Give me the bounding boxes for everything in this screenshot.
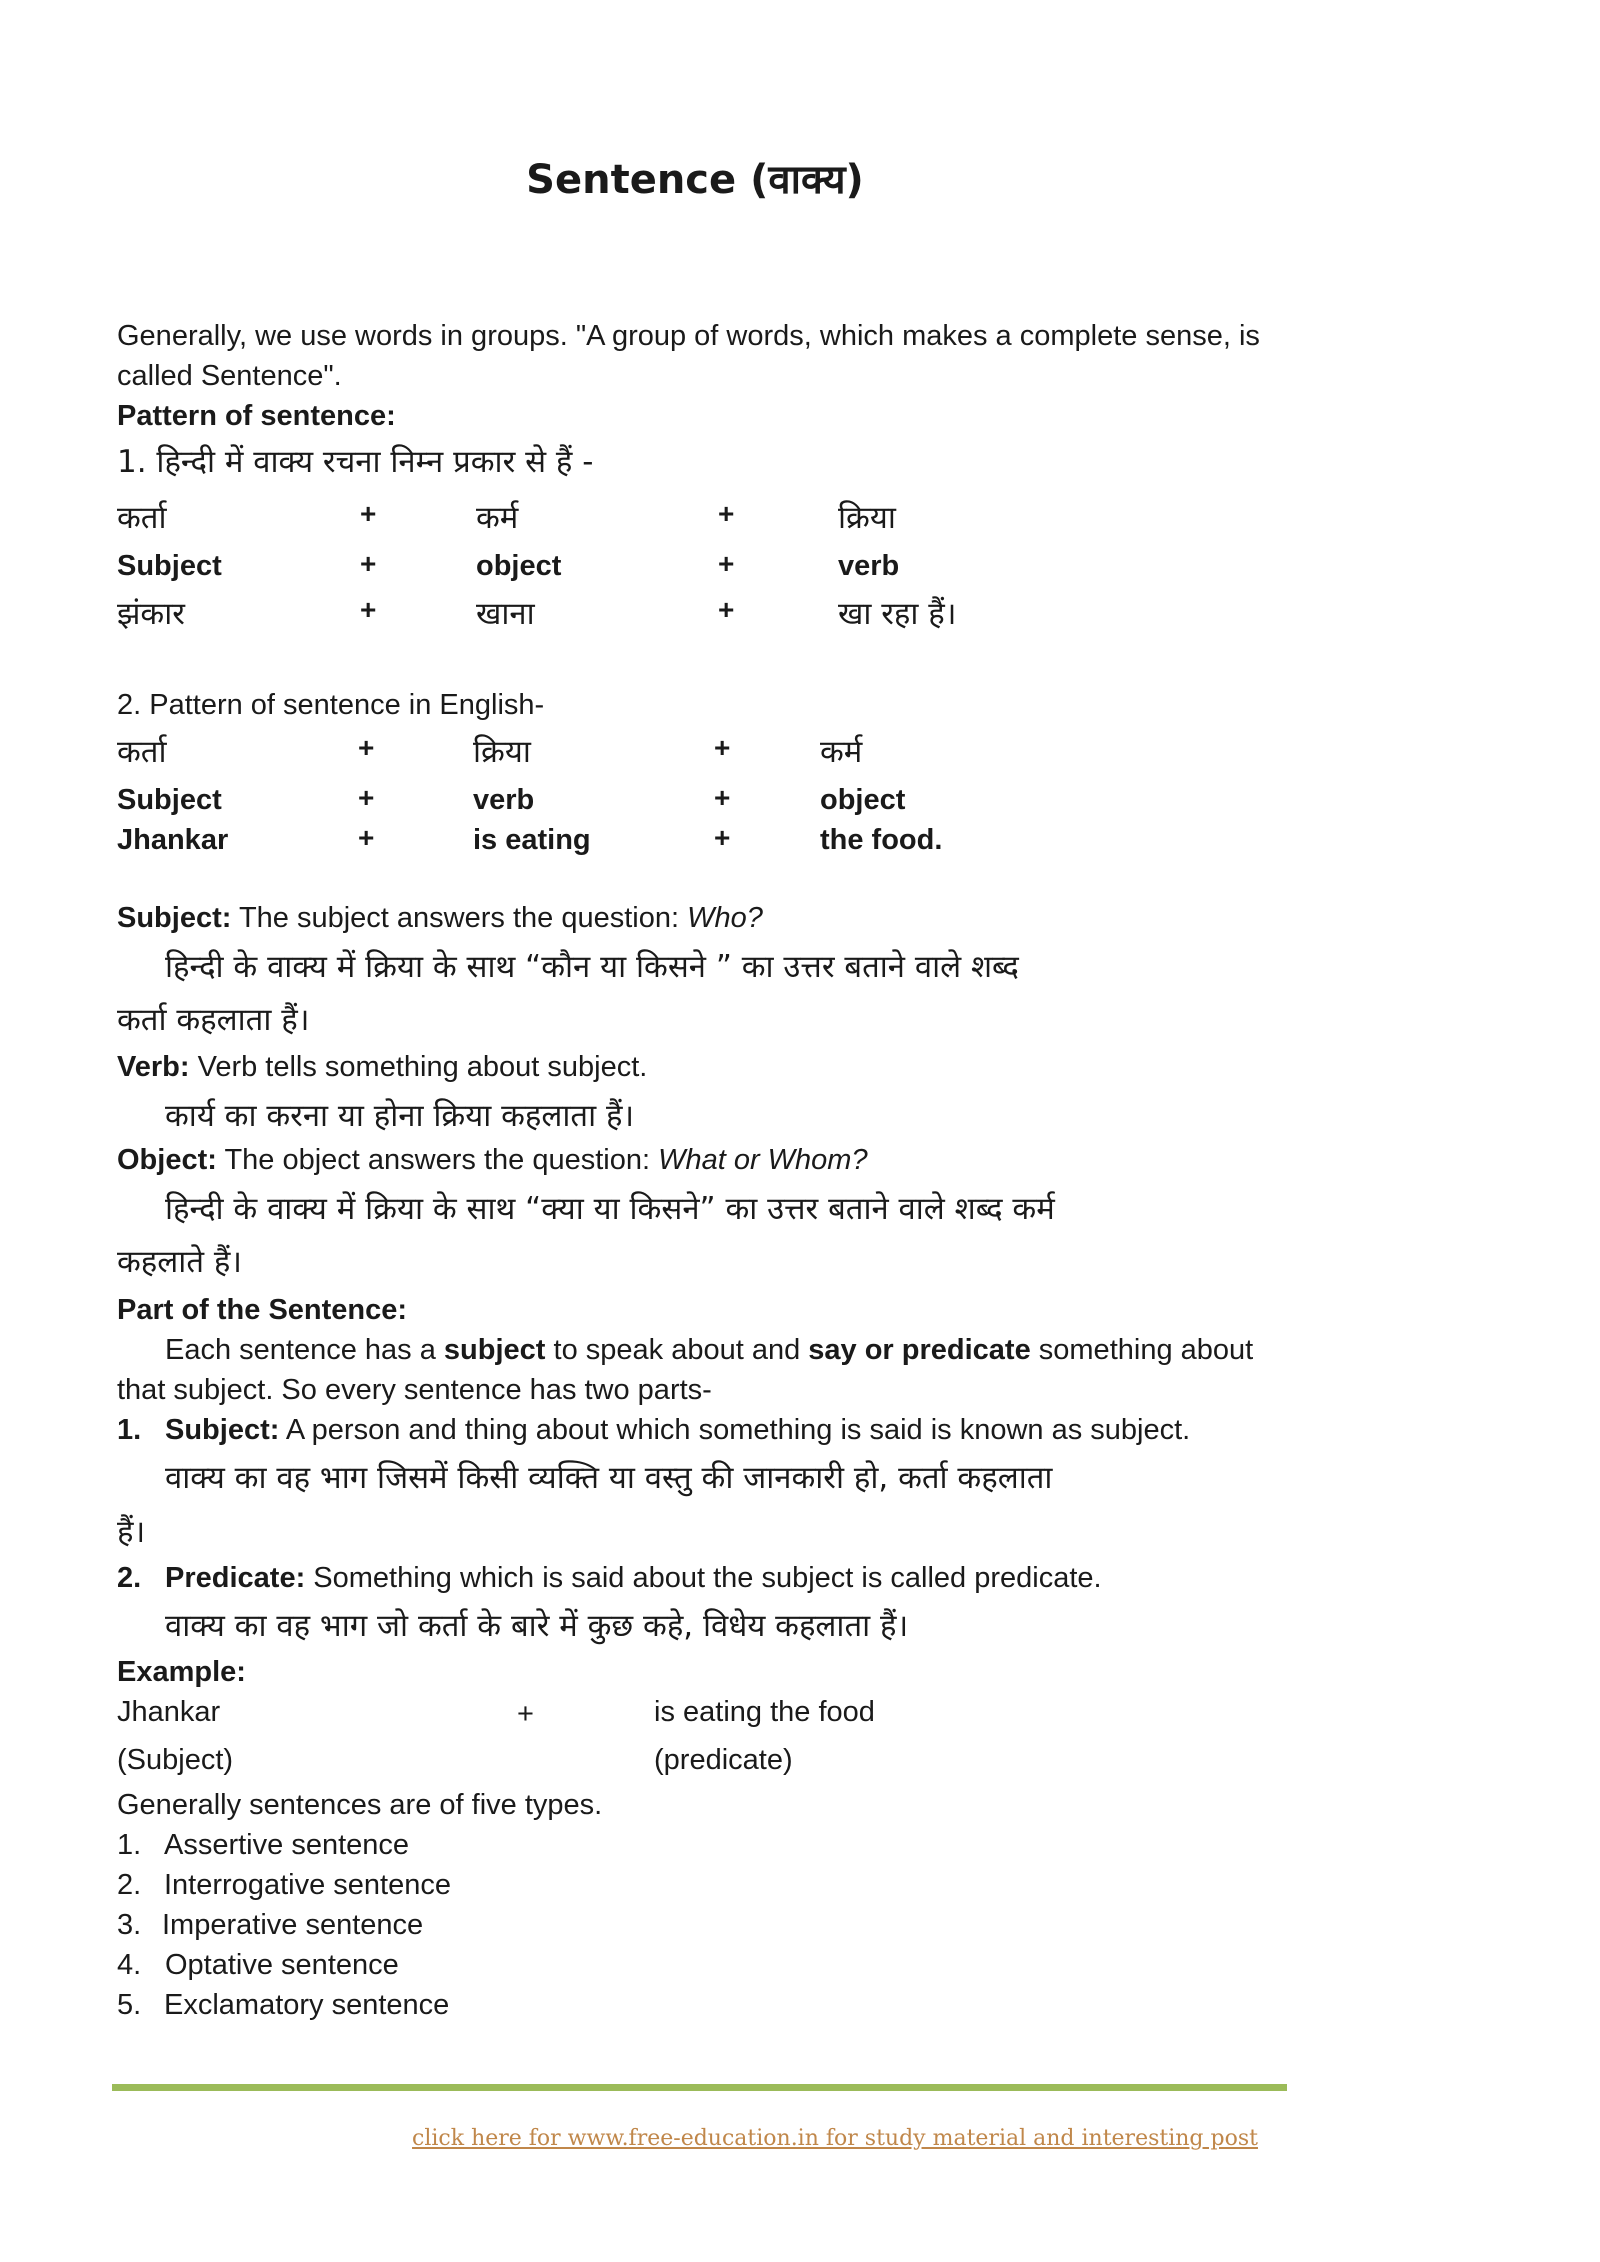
example-predicate: is eating the food (654, 1696, 875, 1728)
parts-item1 (165, 1410, 1190, 1450)
verb-definition (117, 1047, 647, 1087)
pattern-cell: कर्ता (117, 500, 167, 536)
english-pattern-label: 2. Pattern of sentence in English- (117, 689, 545, 721)
types-intro: Generally sentences are of five types. (117, 1789, 603, 1821)
parts-item1-hindi1: वाक्य का वह भाग जिसमें किसी व्यक्ति या वस्तु की जानकारी हो, कर्ता कहलाता (165, 1460, 1053, 1496)
parts-item1-hindi2: हैं। (117, 1514, 146, 1550)
plus-sign: + (714, 782, 731, 813)
pattern-cell: खा रहा हैं। (838, 596, 957, 632)
parts-bold-subject: subject (443, 1334, 546, 1366)
footer-divider (112, 2084, 1287, 2091)
pattern-cell: क्रिया (473, 734, 531, 770)
footer-link[interactable]: click here for www.free-education.in for study material and interesting post (412, 2126, 1258, 2151)
object-text: The object answers the question: (216, 1144, 659, 1176)
parts-item1-text: A person and thing about which something is said is known as subject. (279, 1414, 1191, 1446)
plus-sign: + (718, 498, 735, 529)
example-predicate-label: (predicate) (654, 1744, 793, 1776)
plus-sign: + (714, 732, 731, 763)
pattern-cell: खाना (476, 596, 535, 632)
example-subject-label: (Subject) (117, 1744, 234, 1776)
list-item-number: 2. (117, 1869, 142, 1901)
example-subject: Jhankar (117, 1696, 221, 1728)
pattern-cell: Subject (117, 784, 222, 816)
pattern-cell: object (476, 550, 562, 582)
plus-sign: + (718, 548, 735, 579)
list-item: Imperative sentence (162, 1909, 424, 1941)
pattern-cell: verb (473, 784, 535, 816)
parts-heading: Part of the Sentence: (117, 1294, 408, 1326)
parts-bold-predicate: say or predicate (808, 1334, 1031, 1366)
plus-sign: + (360, 498, 377, 529)
list-item-number: 5. (117, 1989, 142, 2021)
subject-text: The subject answers the question: (231, 902, 688, 934)
example-plus: + (517, 1698, 534, 1730)
list-item-number: 3. (117, 1909, 142, 1941)
subject-definition (117, 898, 763, 938)
plus-sign: + (358, 782, 375, 813)
pattern-cell: झंकार (117, 596, 185, 632)
pattern-cell: कर्ता (117, 734, 167, 770)
pattern-cell: कर्म (476, 500, 519, 536)
plus-sign: + (360, 594, 377, 625)
pattern-heading: Pattern of sentence: (117, 400, 396, 432)
verb-term: Verb: (117, 1051, 190, 1083)
pattern-cell: is eating (473, 824, 591, 856)
parts-item2 (165, 1558, 1102, 1598)
plus-sign: + (358, 732, 375, 763)
parts-item2-hindi: वाक्य का वह भाग जो कर्ता के बारे में कुछ कहे, विधेय कहलाता हैं। (165, 1608, 909, 1644)
subject-hindi-line2: कर्ता कहलाता हैं। (117, 1002, 310, 1038)
parts-paragraph-line1 (165, 1330, 1253, 1370)
parts-item2-term: Predicate: (165, 1562, 306, 1594)
plus-sign: + (360, 548, 377, 579)
page-title: Sentence (वाक्य) (526, 157, 864, 203)
pattern-cell: Jhankar (117, 824, 229, 856)
parts-paragraph-line2: that subject. So every sentence has two parts- (117, 1374, 712, 1406)
verb-hindi: कार्य का करना या होना क्रिया कहलाता हैं। (165, 1098, 635, 1134)
parts-item1-number: 1. (117, 1414, 142, 1446)
pattern-cell: कर्म (820, 734, 863, 770)
list-item: Interrogative sentence (164, 1869, 451, 1901)
object-question: What or Whom? (658, 1144, 868, 1176)
intro-paragraph: Generally, we use words in groups. "A group of words, which makes a complete sense, is called Sentence". (117, 320, 1260, 392)
list-item-number: 1. (117, 1829, 142, 1861)
pattern-cell: object (820, 784, 906, 816)
object-hindi-line2: कहलाते हैं। (117, 1244, 243, 1280)
pattern-cell: verb (838, 550, 900, 582)
parts-item2-number: 2. (117, 1562, 142, 1594)
pattern-cell: the food. (820, 824, 943, 856)
subject-hindi-line1: हिन्दी के वाक्य में क्रिया के साथ “कौन या किसने ” का उत्तर बताने वाले शब्द (165, 949, 1019, 985)
subject-question: Who? (687, 902, 763, 934)
pattern-cell: क्रिया (838, 500, 896, 536)
list-item: Exclamatory sentence (164, 1989, 450, 2021)
parts-item1-term: Subject: (165, 1414, 280, 1446)
plus-sign: + (358, 822, 375, 853)
list-item: Optative sentence (165, 1949, 399, 1981)
list-item: Assertive sentence (164, 1829, 410, 1861)
object-term: Object: (117, 1144, 217, 1176)
plus-sign: + (714, 822, 731, 853)
parts-item2-text: Something which is said about the subject is called predicate. (305, 1562, 1102, 1594)
list-item-number: 4. (117, 1949, 142, 1981)
parts-text: to speak about and (545, 1334, 809, 1366)
parts-text: something about (1030, 1334, 1254, 1366)
verb-text: Verb tells something about subject. (189, 1051, 648, 1083)
plus-sign: + (718, 594, 735, 625)
subject-term: Subject: (117, 902, 232, 934)
hindi-pattern-label: 1. हिन्दी में वाक्य रचना निम्न प्रकार से हैं - (117, 444, 594, 480)
object-hindi-line1: हिन्दी के वाक्य में क्रिया के साथ “क्या या किसने” का उत्तर बताने वाले शब्द कर्म (165, 1191, 1055, 1227)
parts-text: Each sentence has a (165, 1334, 444, 1366)
object-definition (117, 1140, 868, 1180)
pattern-cell: Subject (117, 550, 222, 582)
example-heading: Example: (117, 1656, 246, 1688)
